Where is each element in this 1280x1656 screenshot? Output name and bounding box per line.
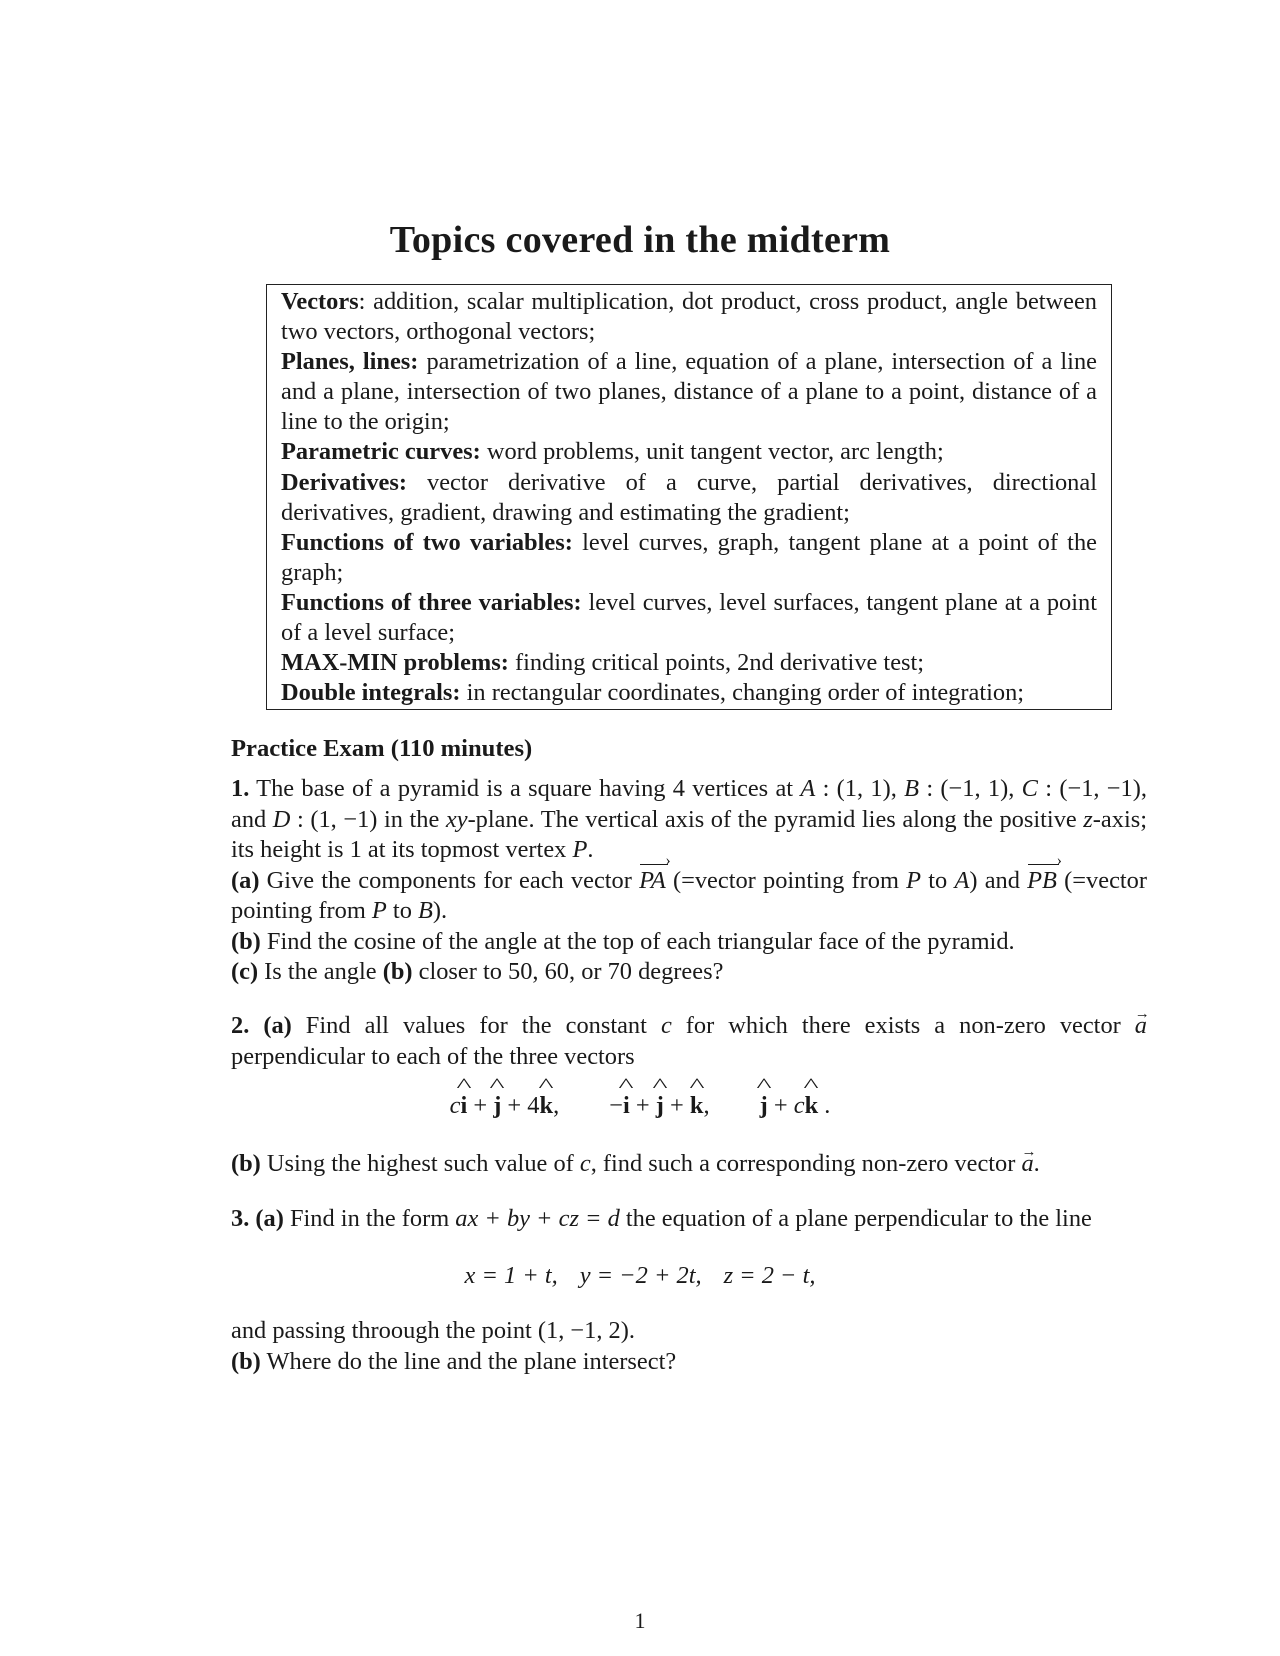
punctuation: , <box>553 1092 560 1119</box>
equation-z: z = 2 − t, <box>723 1262 816 1289</box>
constant-c: c <box>449 1092 461 1119</box>
q1a-text: ) and <box>969 866 1028 894</box>
point-c: C <box>1021 775 1038 802</box>
point-d-coords: : (1, −1) in the <box>290 805 446 833</box>
topic-head: Vectors <box>281 288 359 315</box>
q3a-text: Find in the form <box>283 1205 456 1232</box>
topic-text: finding critical points, 2nd derivative test; <box>514 649 925 677</box>
topic-head: Functions of three variables: <box>281 588 582 616</box>
constant-c: c <box>579 1150 591 1177</box>
topic-text: in rectangular coordinates, changing order of integration; <box>466 679 1025 707</box>
question-1 <box>231 774 1147 988</box>
topic-head: Double integrals: <box>281 679 461 707</box>
q1a-text: ). <box>432 897 448 924</box>
equation-y: y = −2 + 2t, <box>579 1262 702 1289</box>
constant-c: c <box>660 1012 672 1039</box>
operator: + <box>767 1092 794 1119</box>
question-number: 1. <box>231 775 250 802</box>
topic-text: level curves, graph, tangent plane at a point of the graph; <box>281 528 1097 586</box>
part-label: (a) <box>255 1205 284 1232</box>
vector-3 <box>760 1092 831 1119</box>
punctuation: . <box>587 836 594 863</box>
topic-item <box>281 347 1097 437</box>
unit-k: ^ k <box>690 1092 704 1120</box>
topic-text: level curves, level surfaces, tangent plane at a point of a level surface; <box>281 588 1097 647</box>
part-label: (b) <box>231 1347 261 1375</box>
question-3-rest <box>231 1316 1147 1377</box>
point-b: B <box>418 897 433 924</box>
q1a-text: (=vector pointing from <box>665 866 907 894</box>
q1a-text: Give the components for each vector <box>259 866 640 894</box>
equation-x: x = 1 + t, <box>464 1262 558 1289</box>
q2a-text: for which there exists a non-zero vector <box>671 1012 1135 1039</box>
unit-i: ^ i <box>623 1092 630 1120</box>
vector-a: a → <box>1135 1011 1147 1042</box>
vector-1 <box>450 1092 560 1119</box>
z-label: z <box>1083 805 1093 833</box>
q1c-text: closer to 50, 60, or 70 degrees? <box>412 958 724 985</box>
part-label: (b) <box>231 1150 261 1177</box>
point-a: A <box>800 775 816 802</box>
unit-j: ^ j <box>760 1092 768 1120</box>
punctuation: . <box>1033 1150 1040 1177</box>
point-c-coords: : (−1, −1), and <box>231 775 1147 833</box>
question-3 <box>231 1204 1147 1235</box>
q1a-text: (=vector pointing from <box>231 866 1148 924</box>
topic-item <box>281 678 1097 708</box>
punctuation: , <box>703 1092 710 1119</box>
topic-item <box>281 437 1097 467</box>
part-label: (a) <box>231 866 260 894</box>
q2b-text: Using the highest such value of <box>260 1150 580 1177</box>
operator: + <box>663 1092 690 1119</box>
point-b-coords: : (−1, 1), <box>919 775 1022 802</box>
question-number: 3. <box>231 1205 250 1232</box>
unit-k: ^ k <box>805 1092 819 1120</box>
q2a-text: perpendicular to each of the three vectors <box>231 1042 635 1070</box>
q1c-text: Is the angle <box>258 958 383 985</box>
plane-form: ax + by + cz = d <box>455 1205 620 1232</box>
punctuation: . <box>818 1092 831 1119</box>
point-p: P <box>906 866 922 894</box>
question-number: 2. <box>231 1012 250 1039</box>
topic-head: Derivatives: <box>281 468 407 496</box>
part-reference: (b) <box>382 958 413 985</box>
topic-sep <box>573 529 582 556</box>
q2a-text: Find all values for the constant <box>291 1012 661 1039</box>
topic-item <box>281 468 1097 528</box>
q2b-text: , find such a corresponding non-zero vector <box>590 1150 1022 1177</box>
part-label: (b) <box>231 927 261 955</box>
constant-c: c <box>793 1092 805 1119</box>
vector-2 <box>609 1092 709 1119</box>
xy-label: xy <box>445 805 468 833</box>
operator: + <box>467 1092 494 1119</box>
point-p: P <box>572 836 588 863</box>
point-a-coords: : (1, 1), <box>815 775 905 802</box>
unit-j: ^ j <box>493 1092 501 1120</box>
q1a-text: to <box>921 866 955 894</box>
point-a: A <box>954 866 970 894</box>
topic-item <box>281 648 1097 678</box>
vector-a: a → <box>1021 1149 1033 1180</box>
q1-intro-text: -axis; its height is 1 at its topmost vertex <box>231 805 1147 863</box>
exam-heading-block <box>231 734 1147 765</box>
q1-intro-text: -plane. The vertical axis of the pyramid lies along the positive <box>467 805 1084 833</box>
question-2b <box>231 1149 1147 1180</box>
point-p: P <box>371 897 387 924</box>
topic-head: Functions of two variables: <box>281 528 573 556</box>
point-d: D <box>272 805 291 833</box>
topic-item <box>281 528 1097 588</box>
topic-text: vector derivative of a curve, partial derivatives, directional derivatives, gradient, drawing and estimating the gradient; <box>281 468 1097 526</box>
line-equations <box>0 1262 1280 1290</box>
operator: + <box>629 1092 656 1119</box>
part-label: (a) <box>263 1012 292 1039</box>
topic-head: Planes, lines: <box>281 348 419 376</box>
page-number: 1 <box>634 1608 646 1633</box>
topic-sep: : <box>358 288 374 315</box>
topics-box <box>266 284 1112 710</box>
vector-pb: PB › <box>1027 866 1057 897</box>
q3a-text: the equation of a plane perpendicular to the line <box>619 1205 1092 1232</box>
exam-heading: Practice Exam (110 minutes) <box>231 735 533 762</box>
vector-equations <box>0 1092 1280 1120</box>
part-label: (c) <box>231 958 259 985</box>
point-b: B <box>904 775 920 802</box>
topic-head: MAX-MIN problems: <box>281 649 509 677</box>
q1a-text: to <box>386 897 418 924</box>
operator: − <box>609 1092 624 1119</box>
topic-item <box>281 287 1097 347</box>
unit-k: ^ k <box>539 1092 553 1120</box>
topic-text: parametrization of a line, equation of a plane, intersection of a line and a plane, intersection of two planes, distance of a plane to a point, distance of a line to the origin; <box>281 348 1097 436</box>
topic-text: word problems, unit tangent vector, arc length; <box>486 438 944 466</box>
q1b-text: Find the cosine of the angle at the top of each triangular face of the pyramid. <box>260 927 1015 955</box>
q3-pass-text: and passing throough the point (1, −1, 2). <box>231 1317 635 1344</box>
topic-sep <box>407 469 427 496</box>
question-2 <box>231 1011 1147 1072</box>
topic-item <box>281 588 1097 648</box>
q3b-text: Where do the line and the plane intersect? <box>260 1347 677 1375</box>
unit-i: ^ i <box>460 1092 467 1120</box>
vector-pa: PA › <box>639 866 666 897</box>
q1-intro-text: The base of a pyramid is a square having 4 vertices at <box>249 775 801 802</box>
topic-text: addition, scalar multiplication, dot product, cross product, angle between two vectors, orthogonal vectors; <box>281 288 1098 346</box>
operator: + 4 <box>501 1092 540 1119</box>
topic-head: Parametric curves: <box>281 438 481 466</box>
unit-j: ^ j <box>656 1092 664 1120</box>
page-title: Topics covered in the midterm <box>389 219 891 261</box>
